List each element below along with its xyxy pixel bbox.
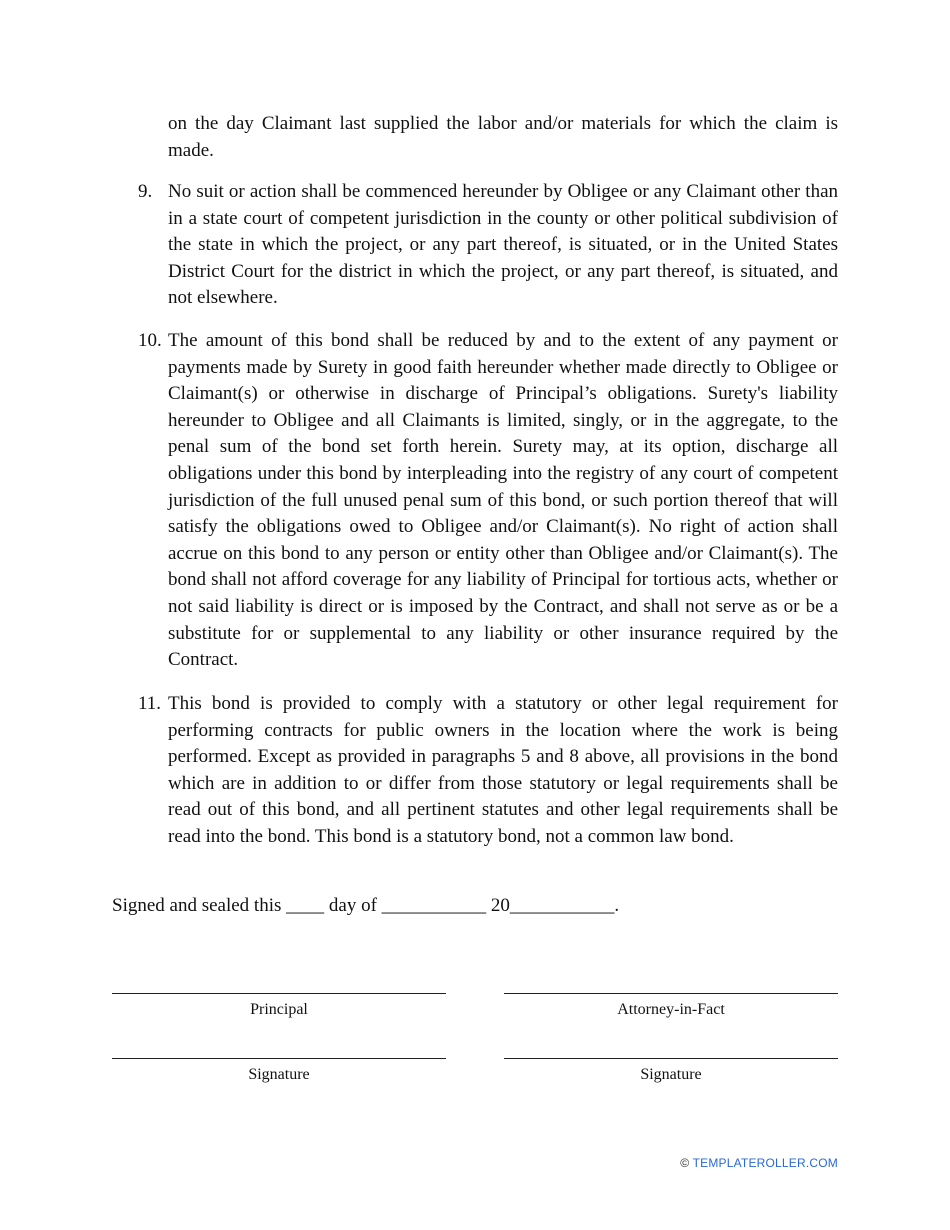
list-item-9 — [138, 179, 838, 312]
list-item-10 — [138, 328, 838, 674]
item-text: This bond is provided to comply with a statutory or other legal requirement for performing contracts for public owners in the location where the work is being performed. Except as provided in paragraphs 5 and 8 above, all provisions in the bond which are in addition to or differ from those statutory or legal requirements shall be read out of this bond, and all pertinent statutes and other legal requirements shall be read into the bond. This bond is a statutory bond, not a common law bond. — [168, 693, 838, 847]
copyright-icon: © — [680, 1156, 690, 1170]
attorney-signature-line[interactable] — [504, 993, 838, 994]
footer-credit — [680, 1156, 838, 1170]
right-signature-line[interactable] — [504, 1058, 838, 1059]
continuation-paragraph: on the day Claimant last supplied the labor and/or materials for which the claim is made. — [168, 113, 838, 161]
principal-label: Principal — [250, 1001, 308, 1018]
attorney-signature-block — [504, 993, 838, 1020]
attorney-label: Attorney-in-Fact — [617, 1001, 725, 1018]
principal-signature-field — [112, 1058, 446, 1085]
item-number: 11. — [138, 693, 162, 714]
item-number: 9. — [138, 181, 153, 202]
principal-signature-line[interactable] — [112, 993, 446, 994]
attorney-signature-field — [504, 1058, 838, 1085]
principal-signature-block — [112, 993, 446, 1020]
list-item-11 — [138, 691, 838, 851]
item-text: No suit or action shall be commenced hereunder by Obligee or any Claimant other than in a state court of competent jurisdiction in the county or other political subdivision of the state in which the project, or any part thereof, is situated, or in the United States District Court for the district in which the project, or any part thereof, is situated, and not elsewhere. — [168, 181, 838, 309]
right-signature-label: Signature — [640, 1066, 702, 1083]
item-number: 10. — [138, 330, 162, 351]
item-text: The amount of this bond shall be reduced by and to the extent of any payment or payments made by Surety in good faith hereunder whether made directly to Obligee or Claimant(s) or otherwise in discharge of Principal’s obligations. Surety's liability hereunder to Obligee and all Claimants is limited, singly, or in the aggregate, to the penal sum of the bond set forth herein. Surety may, at its option, discharge all obligations under this bond by interpleading into the registry of any court of competent jurisdiction of the full unused penal sum of this bond, or such portion thereof that will satisfy the obligations owed to Obligee and/or Claimant(s). No right of action shall accrue on this bond to any person or entity other than Obligee and/or Claimant(s). The bond shall not afford coverage for any liability of Principal for tortious acts, whether or not said liability is direct or is imposed by the Contract, and shall not serve as or be a substitute for or supplemental to any liability or other insurance required by the Contract. — [168, 330, 838, 671]
templateroller-link[interactable]: TEMPLATEROLLER.COM — [692, 1156, 838, 1170]
left-signature-label: Signature — [248, 1066, 310, 1083]
left-signature-line[interactable] — [112, 1058, 446, 1059]
signed-and-sealed-line: Signed and sealed this ____ day of ___________ 20___________. — [112, 895, 620, 916]
